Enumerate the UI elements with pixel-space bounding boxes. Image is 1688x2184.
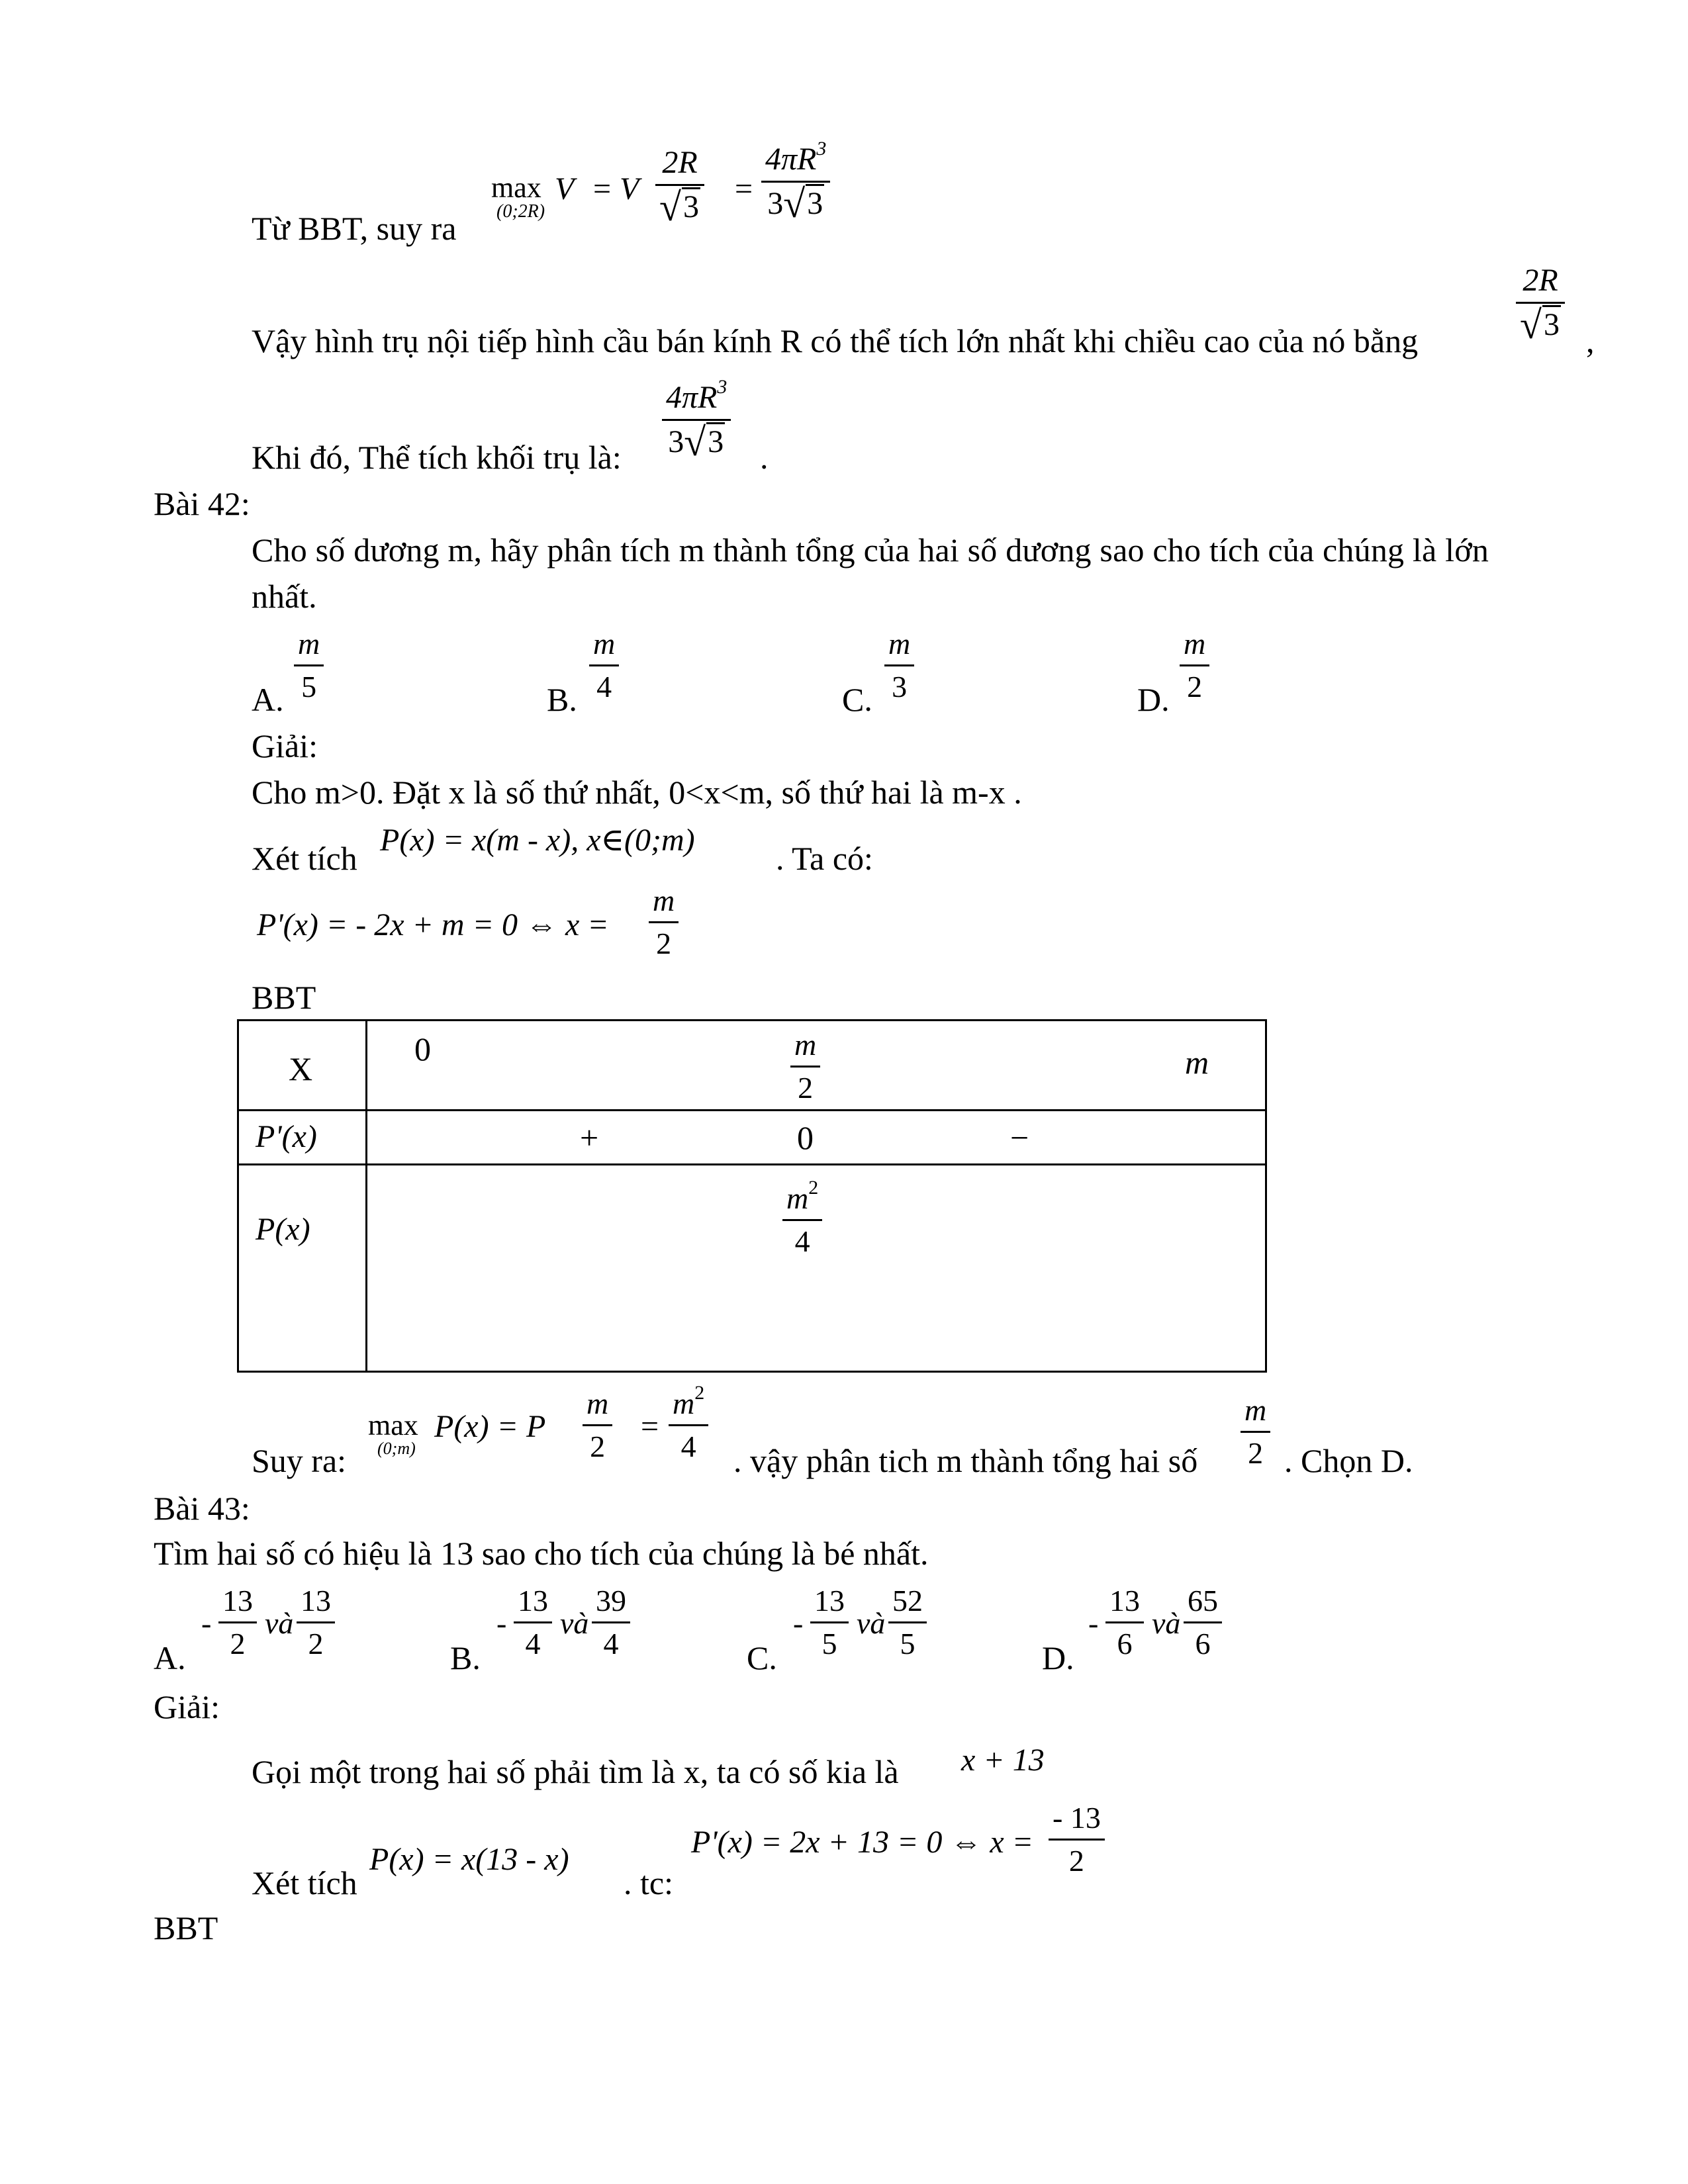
bai43-option-b-frac2 xyxy=(592,1586,630,1659)
bai42-question-line1: Cho số dương m, hãy phân tích m thành tổng của hai số dương sao cho tích của chúng là lớn xyxy=(252,531,1489,569)
bai43-option-a-frac1 xyxy=(218,1586,257,1659)
bai43-solution-label: Giải: xyxy=(154,1688,220,1725)
b43a-bnum: 13 xyxy=(301,1584,331,1617)
bai43-derivative-fraction xyxy=(1049,1803,1105,1876)
bai43-option-c-minus: - xyxy=(793,1606,804,1640)
vol-den-coef: 3 xyxy=(767,186,784,221)
vol-den-rad: 3 xyxy=(806,184,824,221)
maxval-num: m xyxy=(673,1387,695,1420)
tp-mid-den: 4 xyxy=(794,1224,810,1258)
max-operator xyxy=(491,173,541,203)
bai43-solution-line2-prefix: Xét tích xyxy=(252,1864,357,1901)
bai42-conclusion-fraction xyxy=(1241,1395,1270,1469)
opt-b-den: 4 xyxy=(596,670,612,704)
bai42-option-c-label[interactable]: C. xyxy=(842,681,872,718)
bai42-option-d-label[interactable]: D. xyxy=(1137,681,1170,718)
bai42-max-label: max xyxy=(368,1409,418,1441)
bai42-max-lhs: P(x) = P xyxy=(434,1409,546,1444)
bai42-max-eq: = xyxy=(641,1409,659,1444)
bai43-option-d-label[interactable]: D. xyxy=(1042,1639,1074,1676)
b43b-bnum: 39 xyxy=(596,1584,626,1617)
v-arg-den: 3 xyxy=(682,187,700,224)
bai42-derivative-fraction xyxy=(649,886,679,959)
bai43-solution-line2-suffix: . tc: xyxy=(624,1864,673,1901)
max-label: max xyxy=(491,171,541,204)
v-function: V xyxy=(620,171,639,206)
b43d-bden: 6 xyxy=(1195,1627,1211,1661)
bai42-option-b-label[interactable]: B. xyxy=(547,681,577,718)
table-x-end: m xyxy=(1185,1044,1209,1081)
b43a-aden: 2 xyxy=(230,1627,246,1661)
bai43-option-d-and: và xyxy=(1152,1606,1181,1640)
bai43-derivative: P'(x) = 2x + 13 = 0 ⇔ x = xyxy=(691,1825,1034,1860)
b43d-anum: 13 xyxy=(1109,1584,1140,1617)
bai42-max-domain: (0;m) xyxy=(377,1439,416,1458)
table-p-mid-fraction: $m^2$ 4 xyxy=(782,1178,822,1257)
opt-c-den: 3 xyxy=(892,670,908,704)
opt-b-num: m xyxy=(593,627,616,660)
bai43-option-d-frac1 xyxy=(1105,1586,1144,1659)
volume-period: . xyxy=(760,439,769,476)
deriv43-num: - 13 xyxy=(1053,1801,1101,1835)
height-den: 3 xyxy=(1542,305,1561,342)
table-dp-mid: 0 xyxy=(797,1119,814,1156)
bai43-option-a-label[interactable]: A. xyxy=(154,1639,186,1676)
b43c-anum: 13 xyxy=(814,1584,845,1617)
bai43-other-number: x + 13 xyxy=(961,1743,1045,1778)
bbt-intro: Từ BBT, suy ra xyxy=(252,210,457,247)
b43c-aden: 5 xyxy=(821,1627,837,1661)
b43a-anum: 13 xyxy=(222,1584,253,1617)
table-dp-label: P'(x) xyxy=(256,1119,317,1154)
bai43-option-a-frac2 xyxy=(297,1586,335,1659)
volres-den-rad: 3 xyxy=(706,422,725,459)
bai42-solution-line2-prefix: Xét tích xyxy=(252,840,357,877)
bai43-solution-line1: Gọi một trong hai số phải tìm là x, ta có số kia là xyxy=(252,1753,899,1790)
maxarg-num: m xyxy=(586,1387,609,1420)
table-dp-left: + xyxy=(580,1119,599,1156)
v-argument-fraction: 2R √ 3 xyxy=(655,147,704,223)
bai43-option-a-and: và xyxy=(265,1606,294,1640)
v-arg-num: 2R xyxy=(662,145,698,180)
deriv43-den: 2 xyxy=(1068,1844,1084,1878)
bai42-bbt-label: BBT xyxy=(252,979,316,1016)
max-domain: (0;2R) xyxy=(496,201,545,222)
bai42-option-a-fraction[interactable] xyxy=(294,629,324,702)
table-divider-2 xyxy=(237,1163,1267,1165)
bai42-conclusion-mid: . vậy phân tich m thành tổng hai số xyxy=(733,1442,1198,1479)
table-x-mid-fraction xyxy=(790,1030,820,1103)
tp-mid-num: m xyxy=(786,1181,809,1215)
conclusion-line: Vậy hình trụ nội tiếp hình cầu bán kính R có thể tích lớn nhất khi chiều cao của nó bằng xyxy=(252,322,1419,359)
bai42-solution-label: Giải: xyxy=(252,727,318,764)
table-x-start: 0 xyxy=(414,1030,431,1068)
b43b-aden: 4 xyxy=(525,1627,541,1661)
b43d-bnum: 65 xyxy=(1188,1584,1218,1617)
b43b-bden: 4 xyxy=(603,1627,619,1661)
b43c-bnum: 52 xyxy=(892,1584,923,1617)
table-dp-right: − xyxy=(1010,1119,1029,1156)
bai43-question: Tìm hai số có hiệu là 13 sao cho tích của chúng là bé nhất. xyxy=(154,1535,929,1572)
bai43-option-c-label[interactable]: C. xyxy=(747,1639,777,1676)
bai42-derivative: P'(x) = - 2x + m = 0 ⇔ x = xyxy=(257,907,609,942)
bai42-product-formula: P(x) = x(m - x), x∈(0;m) xyxy=(380,823,695,858)
height-num: 2R xyxy=(1523,263,1558,298)
variation-table xyxy=(237,1019,1267,1373)
table-p-label: P(x) xyxy=(256,1212,310,1247)
deriv42-den: 2 xyxy=(656,927,672,960)
maxval-den: 4 xyxy=(680,1430,696,1463)
deriv42-num: m xyxy=(653,884,675,917)
opt-c-num: m xyxy=(888,627,911,660)
concl-num: m xyxy=(1244,1393,1267,1427)
tx-mid-num: m xyxy=(794,1028,817,1062)
bai42-title: Bài 42: xyxy=(154,485,250,522)
b43c-bden: 5 xyxy=(900,1627,915,1661)
bai42-max-val-fraction: $m^2$ 4 xyxy=(669,1383,708,1462)
b43b-anum: 13 xyxy=(518,1584,548,1617)
bai42-option-b-fraction[interactable] xyxy=(589,629,619,702)
bai43-title: Bài 43: xyxy=(154,1490,250,1527)
volume-fraction: $4\pi R^3$ 3 √ 3 xyxy=(761,139,830,220)
bai43-option-b-and: và xyxy=(560,1606,589,1640)
bai42-conclusion-prefix: Suy ra: xyxy=(252,1442,347,1479)
bai43-option-d-frac2 xyxy=(1184,1586,1222,1659)
bai42-question-line2: nhất. xyxy=(252,578,317,615)
eq-1: = xyxy=(593,171,612,206)
table-x-label: X xyxy=(289,1050,313,1087)
table-vertical-divider xyxy=(365,1019,367,1373)
b43d-aden: 6 xyxy=(1117,1627,1133,1661)
maxarg-den: 2 xyxy=(590,1430,606,1463)
bai43-option-d-minus: - xyxy=(1088,1606,1099,1640)
bai43-option-b-label[interactable]: B. xyxy=(450,1639,481,1676)
bai42-conclusion-suffix: . Chọn D. xyxy=(1284,1442,1413,1479)
volume-result-fraction: $4\pi R^3$ 3 √ 3 xyxy=(662,377,731,458)
bai43-product-formula: P(x) = x(13 - x) xyxy=(369,1842,569,1877)
bai42-option-d-fraction[interactable] xyxy=(1180,629,1209,702)
opt-a-num: m xyxy=(298,627,320,660)
opt-d-den: 2 xyxy=(1187,670,1203,704)
opt-a-den: 5 xyxy=(301,670,317,704)
bai43-option-b-minus: - xyxy=(496,1606,507,1640)
bai42-solution-line2-suffix: . Ta có: xyxy=(776,840,873,877)
bai43-option-b-frac1 xyxy=(514,1586,552,1659)
vol-num: 4πR xyxy=(765,142,817,177)
volres-num: 4πR xyxy=(666,380,718,415)
bai42-solution-line1: Cho m>0. Đặt x là số thứ nhất, 0<x<m, số thứ hai là m-x . xyxy=(252,774,1022,811)
bai43-option-c-frac2 xyxy=(888,1586,927,1659)
tx-mid-den: 2 xyxy=(798,1071,814,1105)
volume-label: Khi đó, Thể tích khối trụ là: xyxy=(252,439,622,476)
opt-d-num: m xyxy=(1184,627,1206,660)
bai43-option-a-minus: - xyxy=(201,1606,212,1640)
bai42-option-c-fraction[interactable] xyxy=(884,629,914,702)
b43a-bden: 2 xyxy=(308,1627,324,1661)
table-divider-1 xyxy=(237,1109,1267,1111)
volres-den-coef: 3 xyxy=(668,424,684,459)
eq-2: = xyxy=(735,171,753,206)
bai43-bbt-label: BBT xyxy=(154,1909,218,1946)
height-fraction: 2R √ 3 xyxy=(1516,265,1565,341)
max-v-lhs: V xyxy=(555,171,575,206)
bai43-option-c-frac1 xyxy=(810,1586,849,1659)
concl-den: 2 xyxy=(1248,1436,1264,1470)
bai42-option-a-label[interactable]: A. xyxy=(252,681,284,718)
height-comma: , xyxy=(1586,322,1595,359)
bai43-option-c-and: và xyxy=(857,1606,886,1640)
bai42-max-arg-fraction xyxy=(583,1388,612,1462)
